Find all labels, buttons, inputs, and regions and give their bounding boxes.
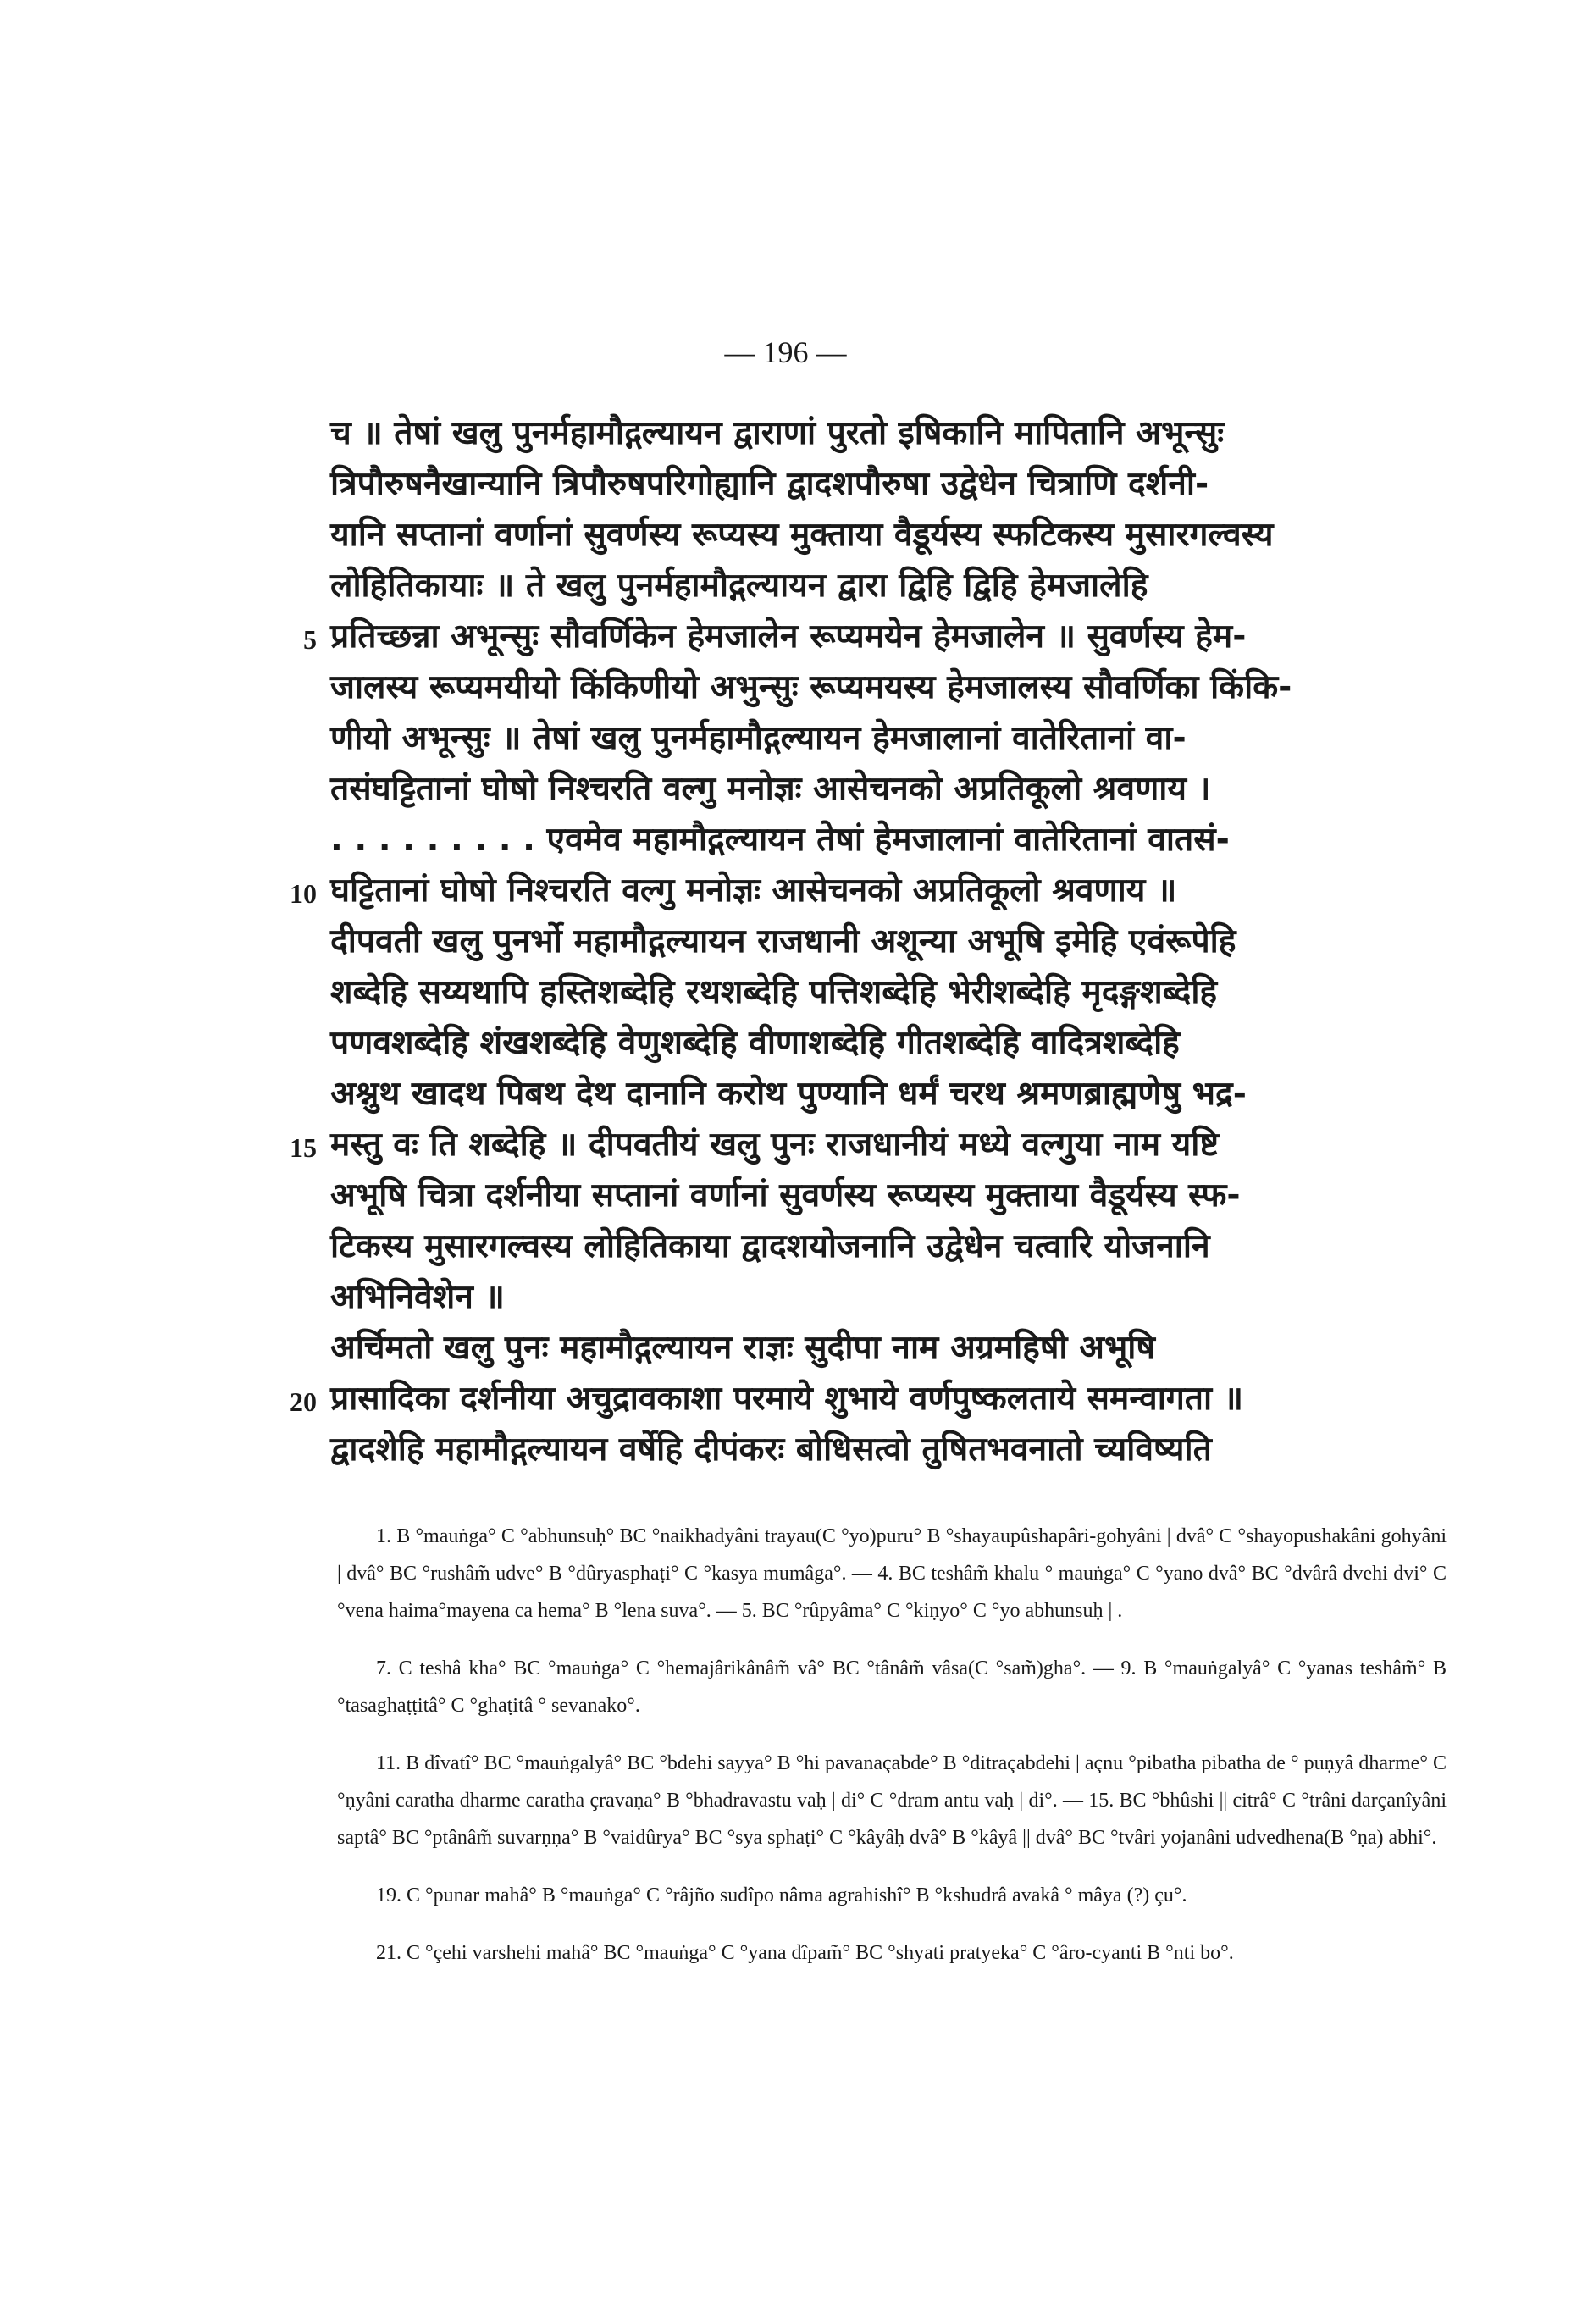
- line-text: दीपवती खलु पुनर्भो महामौद्गल्यायन राजधानी अशून्या अभूषि इमेहि एवंरूपेहि: [330, 922, 1236, 960]
- line-text: . . . . . . . . . एवमेव महामौद्गल्यायन तेषां हेमजालानां वातेरितानां वातसं-: [330, 821, 1230, 859]
- text-line: [290, 1120, 1448, 1170]
- line-number: [274, 1018, 317, 1069]
- text-line: [330, 459, 1448, 510]
- line-number: 20: [290, 1386, 317, 1417]
- line-number: [274, 662, 317, 713]
- line-number: [274, 764, 317, 815]
- text-line: [330, 1425, 1448, 1475]
- line-number: [274, 967, 317, 1018]
- line-text: प्रतिच्छन्ना अभून्सुः सौवर्णिकेन हेमजालेन रूप्यमयेन हेमजालेन ॥ सुवर्णस्य हेम-: [330, 617, 1247, 656]
- line-text: जालस्य रूप्यमयीयो किंकिणीयो अभुन्सुः रूप्यमयस्य हेमजालस्य सौवर्णिका किंकि-: [330, 668, 1292, 706]
- line-number: [274, 561, 317, 611]
- text-line: [330, 1323, 1448, 1374]
- text-line: [330, 1018, 1448, 1069]
- footnote: 1. B °mauṅga° C °abhunsuḥ° BC °naikhadyâni trayau(C °yo)puru° B °shayaupûshapâri-gohyâni | dvâ° C °shayopushakâni gohyâni | dvâ° BC °rushâm̃ udve° B °dûryasphaṭi° C °kasya mumâga°. — 4. BC teshâm̃ khalu ° mauṅga° C °yano dvâ° BC °dvârâ dvehi dvi° C °vena haima°mayena ca hema° B °lena suva°. — 5. BC °rûpyâma° C °kiṇyo° C °yo abhunsuḥ | .: [337, 1525, 1447, 1622]
- text-line: [330, 815, 1448, 866]
- line-text: त्रिपौरुषनैखान्यानि त्रिपौरुषपरिगोह्यानि द्वादशपौरुषा उद्वेधेन चित्राणि दर्शनी-: [330, 465, 1209, 503]
- text-line: [330, 1272, 1448, 1323]
- line-number: 5: [303, 624, 317, 655]
- line-text: प्रासादिका दर्शनीया अचुद्रावकाशा परमाये शुभाये वर्णपुष्कलताये समन्वागता ॥: [330, 1380, 1244, 1418]
- line-number: [274, 510, 317, 561]
- text-line: [330, 408, 1448, 459]
- line-number: [274, 713, 317, 764]
- critical-apparatus: [337, 1497, 1447, 1980]
- text-line: [330, 1069, 1448, 1120]
- text-line: [330, 662, 1448, 713]
- line-text: पणवशब्देहि शंखशब्देहि वेणुशब्देहि वीणाशब्देहि गीतशब्देहि वादित्रशब्देहि: [330, 1024, 1180, 1062]
- text-line: [330, 1170, 1448, 1221]
- text-line: [330, 764, 1448, 815]
- text-line: [330, 1221, 1448, 1272]
- line-text: णीयो अभून्सुः ॥ तेषां खलु पुनर्महामौद्गल्यायन हेमजालानां वातेरितानां वा-: [330, 719, 1187, 757]
- line-text: घट्टितानां घोषो निश्चरति वल्गु मनोज्ञः आसेचनको अप्रतिकूलो श्रवणाय ॥: [330, 872, 1177, 910]
- footnote: 21. C °çehi varshehi mahâ° BC °mauṅga° C °yana dîpam̃° BC °shyati pratyeka° C °âro-cyanti B °nti bo°.: [376, 1942, 1234, 1964]
- line-text: च ॥ तेषां खलु पुनर्महामौद्गल्यायन द्वाराणां पुरतो इषिकानि मापितानि अभून्सुः: [330, 414, 1225, 452]
- line-text: मस्तु वः ति शब्देहि ॥ दीपवतीयं खलु पुनः राजधानीयं मध्ये वल्गुया नाम यष्टि: [330, 1126, 1220, 1164]
- line-text: अभूषि चित्रा दर्शनीया सप्तानां वर्णानां सुवर्णस्य रूप्यस्य मुक्ताया वैडूर्यस्य स्फ-: [330, 1176, 1241, 1215]
- line-text: अभिनिवेशेन ॥: [330, 1278, 505, 1316]
- line-text: लोहितिकायाः ॥ ते खलु पुनर्महामौद्गल्यायन द्वारा द्विहि द्विहि हेमजालेहि: [330, 567, 1148, 605]
- footnote: 11. B dîvatî° BC °mauṅgalyâ° BC °bdehi sayya° B °hi pavanaçabde° B °ditraçabdehi | açnu °pibatha pibatha de ° puṇyâ dharme° C °ṇyâni caratha dharme caratha çravaṇa° B °bhadravastu vaḥ | di° C °dram antu vaḥ | di°. — 15. BC °bhûshi || citrâ° C °trâni darçanîyâni saptâ° BC °ptânâm̃ suvarṇṇa° B °vaidûrya° BC °sya sphaṭi° C °kâyâḥ dvâ° B °kâyâ || dvâ° BC °tvâri yojanâni udvedhena(B °ṇa) abhi°.: [337, 1752, 1447, 1849]
- text-line: [330, 510, 1448, 561]
- line-number: [274, 459, 317, 510]
- text-line: [290, 866, 1448, 916]
- line-number: [274, 408, 317, 459]
- page-number: — 196 —: [724, 335, 847, 369]
- footnote: 7. C teshâ kha° BC °mauṅga° C °hemajârikânâm̃ vâ° BC °tânâm̃ vâsa(C °sam̃)gha°. — 9. B °mauṅgalyâ° C °yanas teshâm̃° B °tasaghaṭṭitâ° C °ghaṭitâ ° sevanako°.: [337, 1657, 1447, 1717]
- line-number: [274, 1170, 317, 1221]
- line-number: 10: [290, 878, 317, 909]
- line-text: अश्नुथ खादथ पिबथ देथ दानानि करोथ पुण्यानि धर्मं चरथ श्रमणब्राह्मणेषु भद्र-: [330, 1075, 1247, 1113]
- text-line: [330, 967, 1448, 1018]
- main-text-block: [290, 408, 1448, 1475]
- footnote: 19. C °punar mahâ° B °mauṅga° C °râjño sudîpo nâma agrahishî° B °kshudrâ avakâ ° mâya (?) çu°.: [376, 1884, 1187, 1906]
- line-number: 15: [290, 1132, 317, 1163]
- line-number: [274, 1323, 317, 1374]
- text-line: [330, 713, 1448, 764]
- line-text: टिकस्य मुसारगल्वस्य लोहितिकाया द्वादशयोजनानि उद्वेधेन चत्वारि योजनानि: [330, 1227, 1210, 1265]
- line-number: [274, 916, 317, 967]
- line-text: अर्चिमतो खलु पुनः महामौद्गल्यायन राज्ञः सुदीपा नाम अग्रमहिषी अभूषि: [330, 1329, 1155, 1367]
- line-number: [274, 1221, 317, 1272]
- line-text: शब्देहि सय्यथापि हस्तिशब्देहि रथशब्देहि पत्तिशब्देहि भेरीशब्देहि मृदङ्गशब्देहि: [330, 973, 1218, 1011]
- text-line: [330, 916, 1448, 967]
- line-number: [274, 815, 317, 866]
- line-number: [274, 1425, 317, 1475]
- line-text: यानि सप्तानां वर्णानां सुवर्णस्य रूप्यस्य मुक्ताया वैडूर्यस्य स्फटिकस्य मुसारगल्वस्य: [330, 516, 1274, 554]
- line-text: तसंघट्टितानां घोषो निश्चरति वल्गु मनोज्ञः आसेचनको अप्रतिकूलो श्रवणाय ।: [330, 770, 1211, 808]
- text-line: [290, 1374, 1448, 1425]
- line-number: [274, 1272, 317, 1323]
- text-line: [330, 561, 1448, 611]
- line-number: [274, 1069, 317, 1120]
- line-text: द्वादशेहि महामौद्गल्यायन वर्षेहि दीपंकरः बोधिसत्वो तुषितभवनातो च्यविष्यति: [330, 1430, 1212, 1469]
- text-line: [303, 611, 1448, 662]
